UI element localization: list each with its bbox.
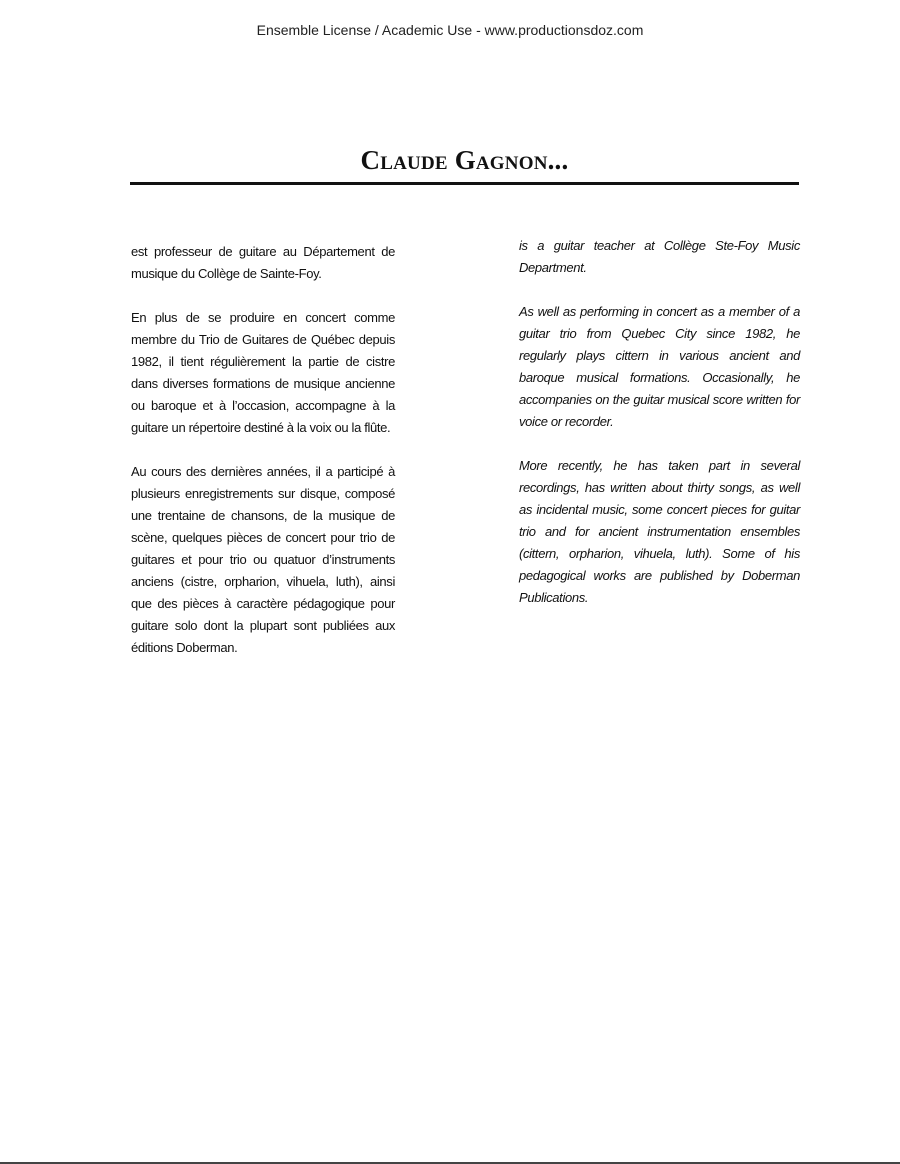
page-title: Claude Gagnon... <box>360 145 569 175</box>
license-header: Ensemble License / Academic Use - www.productionsdoz.com <box>256 22 644 38</box>
english-paragraph-2: As well as performing in concert as a member of a guitar trio from Quebec City since 1982, he regularly plays cittern in various ancient and baroque musical formations. Occasionally, he accompanies on the guitar musical score written for voice or recorder. <box>519 304 800 429</box>
english-paragraph-3: More recently, he has taken part in several recordings, has written about thirty songs, as well as incidental music, some concert pieces for guitar trio and for ancient instrumentation ensembles (cittern, orpharion, vihuela, luth). Some of his pedagogical works are published by Doberman Publications. <box>519 458 800 605</box>
french-paragraph-3: Au cours des dernières années, il a participé à plusieurs enregistrements sur disque, composé une trentaine de chansons, de la musique de scène, quelques pièces de concert pour trio de guitares et pour trio ou quatuor d’instruments anciens (cistre, orpharion, vihuela, luth), ainsi que des pièces à caractère pédagogique pour guitare solo dont la plupart sont publiées aux éditions Doberman. <box>131 464 395 655</box>
french-column <box>131 241 395 681</box>
english-column <box>519 235 800 631</box>
english-paragraph-1: is a guitar teacher at Collège Ste-Foy Music Department. <box>519 238 800 275</box>
title-underline <box>130 182 799 185</box>
french-paragraph-1: est professeur de guitare au Département de musique du Collège de Sainte-Foy. <box>131 244 395 281</box>
french-paragraph-2: En plus de se produire en concert comme membre du Trio de Guitares de Québec depuis 1982, il tient régulièrement la partie de cistre dans diverses formations de musique ancienne ou baroque et à l’occasion, accompagne à la guitare un répertoire destiné à la voix ou la flûte. <box>131 310 395 435</box>
